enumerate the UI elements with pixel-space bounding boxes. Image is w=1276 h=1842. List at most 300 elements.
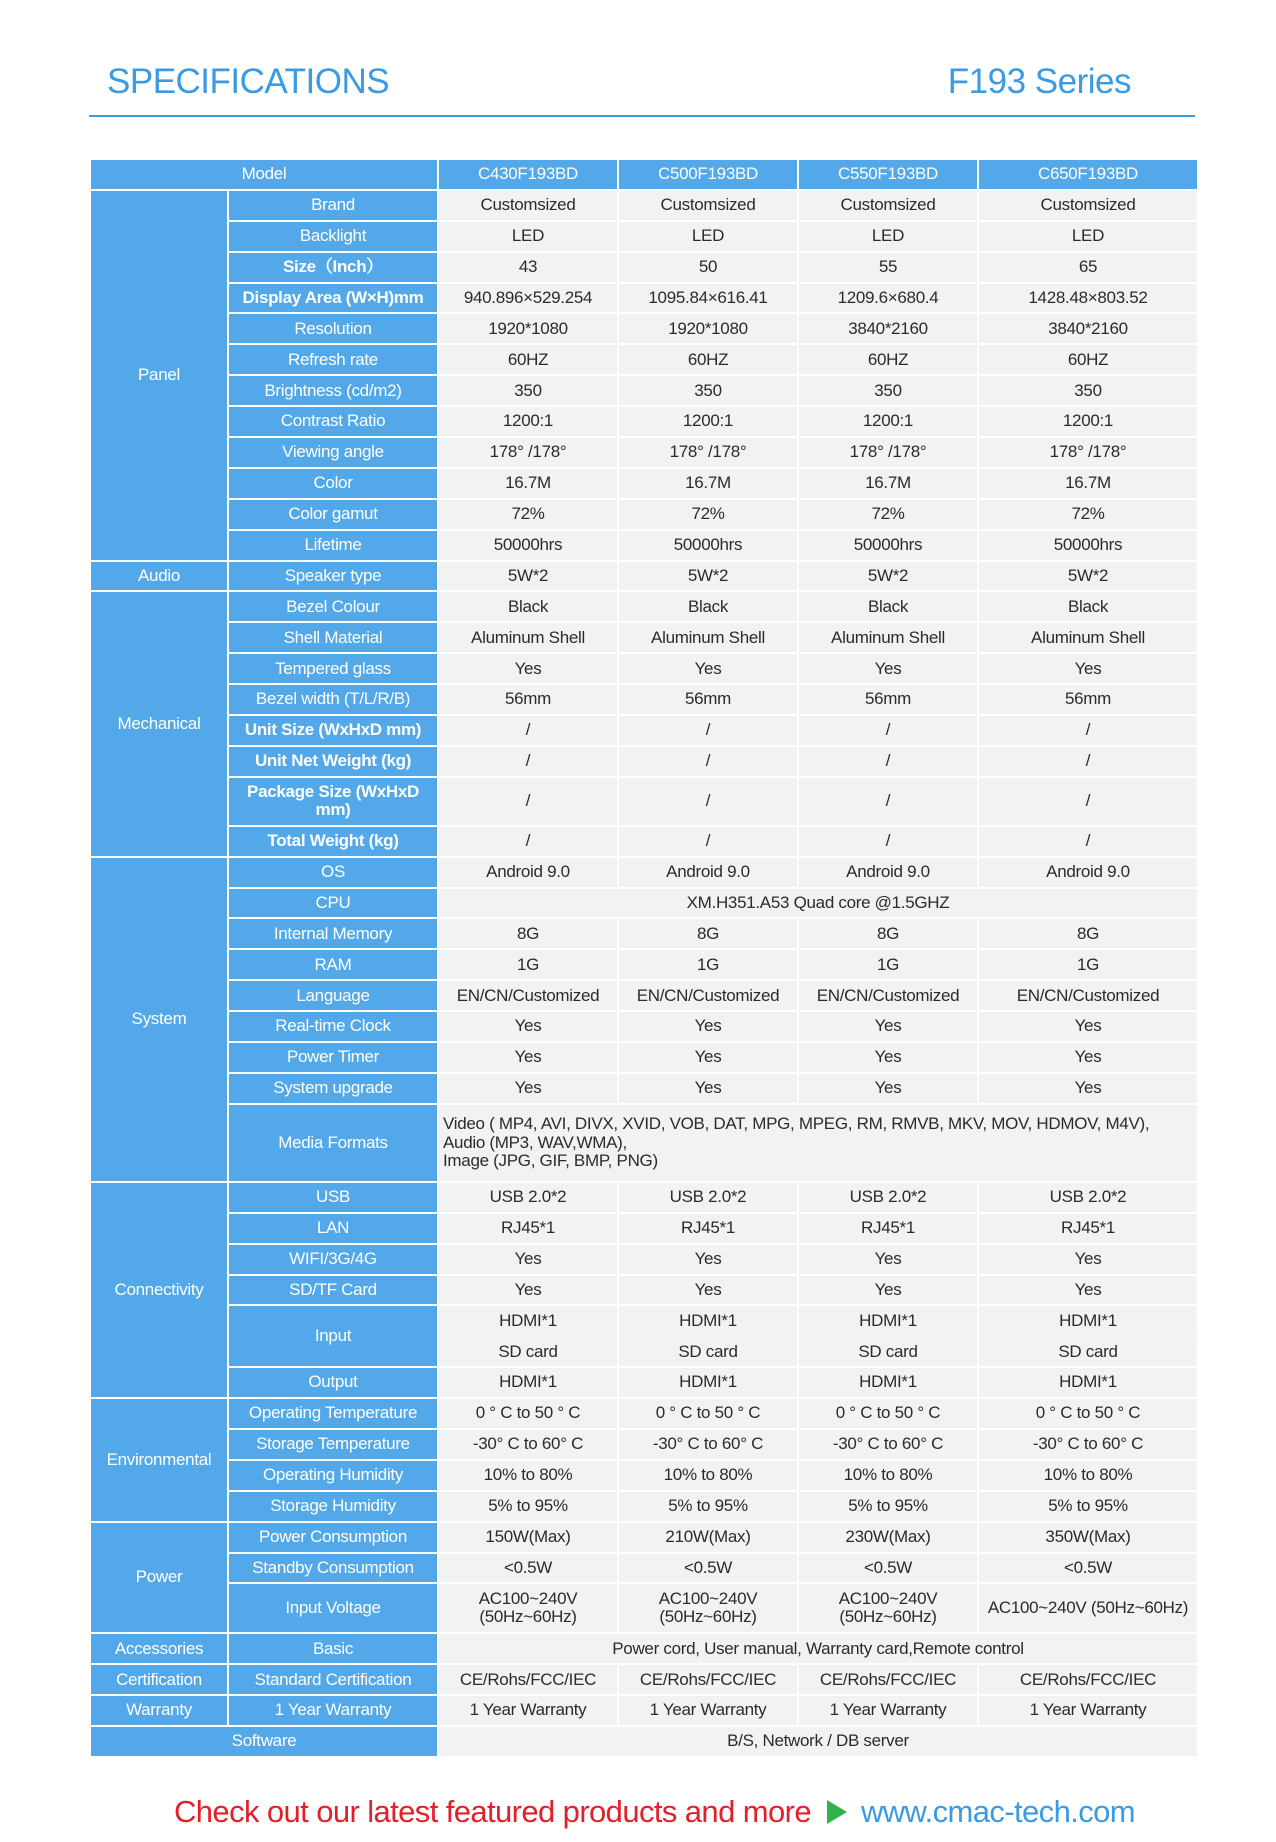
spec-value: 1920*1080 bbox=[618, 313, 798, 344]
spec-label: Power Consumption bbox=[228, 1522, 438, 1553]
spec-label: Unit Size (WxHxD mm) bbox=[228, 715, 438, 746]
spec-value: USB 2.0*2 bbox=[618, 1182, 798, 1213]
table-row bbox=[90, 1491, 1198, 1522]
spec-value: Black bbox=[618, 591, 798, 622]
spec-value: Yes bbox=[618, 1073, 798, 1104]
spec-value: / bbox=[978, 826, 1198, 857]
spec-label: Basic bbox=[228, 1633, 438, 1664]
spec-value: RJ45*1 bbox=[618, 1213, 798, 1244]
spec-value: HDMI*1 bbox=[618, 1305, 798, 1336]
spec-value: 5% to 95% bbox=[978, 1491, 1198, 1522]
table-row bbox=[90, 561, 1198, 592]
spec-value: 0 ° C to 50 ° C bbox=[438, 1398, 618, 1429]
table-row bbox=[90, 1275, 1198, 1306]
model-name-cell: C500F193BD bbox=[618, 159, 798, 190]
table-row bbox=[90, 499, 1198, 530]
spec-value: Yes bbox=[618, 1275, 798, 1306]
table-header-row bbox=[90, 159, 1198, 190]
spec-value: 56mm bbox=[438, 684, 618, 715]
spec-value: Yes bbox=[798, 1244, 978, 1275]
model-name-cell: C650F193BD bbox=[978, 159, 1198, 190]
spec-value: Yes bbox=[978, 1275, 1198, 1306]
spec-value: -30° C to 60° C bbox=[618, 1429, 798, 1460]
spec-value: Black bbox=[438, 591, 618, 622]
spec-value: HDMI*1 bbox=[438, 1367, 618, 1398]
spec-value: 178° /178° bbox=[798, 437, 978, 468]
series-name: F193 Series bbox=[947, 62, 1131, 101]
spec-label: Storage Temperature bbox=[228, 1429, 438, 1460]
spec-value: 1200:1 bbox=[618, 406, 798, 437]
spec-value: RJ45*1 bbox=[798, 1213, 978, 1244]
spec-value: 16.7M bbox=[618, 468, 798, 499]
spec-value: / bbox=[618, 746, 798, 777]
spec-value: Yes bbox=[978, 653, 1198, 684]
spec-value: SD card bbox=[978, 1336, 1198, 1367]
spec-value: / bbox=[978, 777, 1198, 826]
table-row bbox=[90, 918, 1198, 949]
spec-value: 50000hrs bbox=[438, 530, 618, 561]
spec-value: 3840*2160 bbox=[978, 313, 1198, 344]
spec-label: Language bbox=[228, 980, 438, 1011]
spec-value: 8G bbox=[798, 918, 978, 949]
spec-value: Yes bbox=[618, 1042, 798, 1073]
spec-value: 230W(Max) bbox=[798, 1522, 978, 1553]
spec-label: Viewing angle bbox=[228, 437, 438, 468]
spec-value: Yes bbox=[438, 1275, 618, 1306]
spec-label: Speaker type bbox=[228, 561, 438, 592]
spec-label: Storage Humidity bbox=[228, 1491, 438, 1522]
table-row bbox=[90, 344, 1198, 375]
spec-value: Yes bbox=[978, 1244, 1198, 1275]
spec-value: 178° /178° bbox=[978, 437, 1198, 468]
spec-value: EN/CN/Customized bbox=[978, 980, 1198, 1011]
spec-value: 5W*2 bbox=[618, 561, 798, 592]
spec-value: HDMI*1 bbox=[438, 1305, 618, 1336]
spec-label: CPU bbox=[228, 888, 438, 919]
category-cell: Certification bbox=[90, 1664, 228, 1695]
spec-value-merged: Power cord, User manual, Warranty card,Remote control bbox=[438, 1633, 1198, 1664]
spec-value: 350 bbox=[438, 375, 618, 406]
spec-label: Operating Temperature bbox=[228, 1398, 438, 1429]
spec-value: / bbox=[798, 746, 978, 777]
spec-label: SD/TF Card bbox=[228, 1275, 438, 1306]
page-title: SPECIFICATIONS bbox=[107, 62, 390, 101]
spec-label: WIFI/3G/4G bbox=[228, 1244, 438, 1275]
table-row bbox=[90, 1398, 1198, 1429]
category-cell: Panel bbox=[90, 190, 228, 561]
spec-value: 1G bbox=[798, 949, 978, 980]
spec-value: Yes bbox=[798, 1073, 978, 1104]
spec-value: 210W(Max) bbox=[618, 1522, 798, 1553]
spec-value: Yes bbox=[618, 1244, 798, 1275]
spec-value: 5% to 95% bbox=[798, 1491, 978, 1522]
category-cell: Connectivity bbox=[90, 1182, 228, 1398]
spec-value: 56mm bbox=[618, 684, 798, 715]
table-row bbox=[90, 190, 1198, 221]
spec-value: Yes bbox=[798, 1275, 978, 1306]
table-row bbox=[90, 530, 1198, 561]
spec-value: 16.7M bbox=[798, 468, 978, 499]
spec-label: Refresh rate bbox=[228, 344, 438, 375]
spec-value: 1G bbox=[978, 949, 1198, 980]
spec-value: Yes bbox=[618, 653, 798, 684]
spec-value: SD card bbox=[438, 1336, 618, 1367]
spec-value: CE/Rohs/FCC/IEC bbox=[438, 1664, 618, 1695]
table-row bbox=[90, 252, 1198, 283]
spec-value: Customsized bbox=[438, 190, 618, 221]
spec-label: USB bbox=[228, 1182, 438, 1213]
spec-value: / bbox=[438, 777, 618, 826]
category-cell: System bbox=[90, 857, 228, 1182]
spec-value: 1095.84×616.41 bbox=[618, 283, 798, 314]
table-row bbox=[90, 283, 1198, 314]
table-row bbox=[90, 684, 1198, 715]
table-row bbox=[90, 715, 1198, 746]
spec-label: Backlight bbox=[228, 221, 438, 252]
spec-value: 1 Year Warranty bbox=[618, 1695, 798, 1726]
spec-value: 1G bbox=[438, 949, 618, 980]
spec-value: 56mm bbox=[798, 684, 978, 715]
table-row bbox=[90, 746, 1198, 777]
table-row bbox=[90, 1367, 1198, 1398]
spec-value: EN/CN/Customized bbox=[798, 980, 978, 1011]
spec-value: LED bbox=[618, 221, 798, 252]
category-cell: Power bbox=[90, 1522, 228, 1634]
table-row bbox=[90, 1695, 1198, 1726]
media-formats-line: Video ( MP4, AVI, DIVX, XVID, VOB, DAT, MPG, MPEG, RM, RMVB, MKV, MOV, HDMOV, M4V), bbox=[443, 1114, 1150, 1134]
spec-value: 0 ° C to 50 ° C bbox=[618, 1398, 798, 1429]
website-link[interactable]: www.cmac-tech.com bbox=[860, 1794, 1135, 1829]
spec-label: Real-time Clock bbox=[228, 1011, 438, 1042]
spec-value: 1428.48×803.52 bbox=[978, 283, 1198, 314]
spec-value: / bbox=[438, 826, 618, 857]
spec-value: AC100~240V (50Hz~60Hz) bbox=[798, 1583, 978, 1633]
spec-value: HDMI*1 bbox=[618, 1367, 798, 1398]
spec-label: Standard Certification bbox=[228, 1664, 438, 1695]
spec-value: 60HZ bbox=[618, 344, 798, 375]
spec-value: 1 Year Warranty bbox=[438, 1695, 618, 1726]
spec-label: Package Size (WxHxD mm) bbox=[228, 777, 438, 826]
spec-label: Tempered glass bbox=[228, 653, 438, 684]
spec-label: Brightness (cd/m2) bbox=[228, 375, 438, 406]
table-row bbox=[90, 622, 1198, 653]
spec-value: / bbox=[798, 777, 978, 826]
spec-value: 8G bbox=[618, 918, 798, 949]
table-row bbox=[90, 1073, 1198, 1104]
spec-value: <0.5W bbox=[618, 1553, 798, 1584]
spec-value: CE/Rohs/FCC/IEC bbox=[978, 1664, 1198, 1695]
table-row bbox=[90, 1429, 1198, 1460]
spec-label: Shell Material bbox=[228, 622, 438, 653]
spec-label: Color bbox=[228, 468, 438, 499]
spec-value: / bbox=[798, 715, 978, 746]
model-label-cell: Model bbox=[90, 159, 438, 190]
spec-value: 8G bbox=[978, 918, 1198, 949]
spec-value: Aluminum Shell bbox=[978, 622, 1198, 653]
spec-value: 55 bbox=[798, 252, 978, 283]
spec-value: 1 Year Warranty bbox=[978, 1695, 1198, 1726]
spec-value: 5W*2 bbox=[798, 561, 978, 592]
table-row bbox=[90, 826, 1198, 857]
table-row bbox=[90, 1011, 1198, 1042]
spec-value: / bbox=[978, 746, 1198, 777]
media-formats-cell bbox=[438, 1104, 1198, 1182]
table-row bbox=[90, 777, 1198, 826]
spec-value: HDMI*1 bbox=[798, 1305, 978, 1336]
spec-value: 5% to 95% bbox=[438, 1491, 618, 1522]
table-row bbox=[90, 1244, 1198, 1275]
spec-value: <0.5W bbox=[978, 1553, 1198, 1584]
spec-value: HDMI*1 bbox=[978, 1305, 1198, 1336]
spec-value: Customsized bbox=[618, 190, 798, 221]
spec-value: RJ45*1 bbox=[978, 1213, 1198, 1244]
spec-value: 1200:1 bbox=[798, 406, 978, 437]
table-row bbox=[90, 313, 1198, 344]
spec-value: Customsized bbox=[798, 190, 978, 221]
spec-value: 50000hrs bbox=[618, 530, 798, 561]
table-row bbox=[90, 1553, 1198, 1584]
spec-value-merged: XM.H351.A53 Quad core @1.5GHZ bbox=[438, 888, 1198, 919]
spec-value: 0 ° C to 50 ° C bbox=[798, 1398, 978, 1429]
spec-value: / bbox=[438, 746, 618, 777]
model-name-cell: C550F193BD bbox=[798, 159, 978, 190]
spec-value: Yes bbox=[978, 1073, 1198, 1104]
table-row bbox=[90, 1522, 1198, 1553]
spec-value: Yes bbox=[978, 1011, 1198, 1042]
spec-value: LED bbox=[438, 221, 618, 252]
spec-value: 50 bbox=[618, 252, 798, 283]
spec-value: 72% bbox=[618, 499, 798, 530]
table-row bbox=[90, 1633, 1198, 1664]
spec-label: System upgrade bbox=[228, 1073, 438, 1104]
table-row bbox=[90, 888, 1198, 919]
table-row bbox=[90, 980, 1198, 1011]
spec-value: / bbox=[618, 826, 798, 857]
spec-value: EN/CN/Customized bbox=[438, 980, 618, 1011]
media-formats-line: Image (JPG, GIF, BMP, PNG) bbox=[443, 1151, 658, 1170]
software-label-cell: Software bbox=[90, 1726, 438, 1757]
spec-label: 1 Year Warranty bbox=[228, 1695, 438, 1726]
spec-label: Display Area (W×H)mm bbox=[228, 283, 438, 314]
spec-value: 72% bbox=[438, 499, 618, 530]
spec-value: Yes bbox=[438, 1011, 618, 1042]
spec-value: 150W(Max) bbox=[438, 1522, 618, 1553]
spec-value: 5W*2 bbox=[978, 561, 1198, 592]
spec-value: 60HZ bbox=[978, 344, 1198, 375]
spec-value: Aluminum Shell bbox=[438, 622, 618, 653]
spec-label: Size（Inch） bbox=[228, 252, 438, 283]
spec-value: 178° /178° bbox=[618, 437, 798, 468]
table-row bbox=[90, 221, 1198, 252]
table-row bbox=[90, 591, 1198, 622]
spec-label: Standby Consumption bbox=[228, 1553, 438, 1584]
spec-value: 1920*1080 bbox=[438, 313, 618, 344]
spec-label: Power Timer bbox=[228, 1042, 438, 1073]
spec-label: Operating Humidity bbox=[228, 1460, 438, 1491]
table-row bbox=[90, 1460, 1198, 1491]
header-divider bbox=[89, 115, 1195, 117]
spec-value: SD card bbox=[798, 1336, 978, 1367]
spec-value: HDMI*1 bbox=[978, 1367, 1198, 1398]
category-cell: Accessories bbox=[90, 1633, 228, 1664]
spec-value: Black bbox=[978, 591, 1198, 622]
spec-value: RJ45*1 bbox=[438, 1213, 618, 1244]
spec-value: 8G bbox=[438, 918, 618, 949]
spec-value: <0.5W bbox=[798, 1553, 978, 1584]
spec-value: 0 ° C to 50 ° C bbox=[978, 1398, 1198, 1429]
spec-value: Android 9.0 bbox=[618, 857, 798, 888]
table-row bbox=[90, 653, 1198, 684]
spec-value: 50000hrs bbox=[978, 530, 1198, 561]
spec-label: Total Weight (kg) bbox=[228, 826, 438, 857]
spec-value: Customsized bbox=[978, 190, 1198, 221]
spec-value: AC100~240V (50Hz~60Hz) bbox=[618, 1583, 798, 1633]
spec-value: CE/Rohs/FCC/IEC bbox=[618, 1664, 798, 1695]
spec-value: CE/Rohs/FCC/IEC bbox=[798, 1664, 978, 1695]
spec-label: RAM bbox=[228, 949, 438, 980]
spec-value: HDMI*1 bbox=[798, 1367, 978, 1398]
spec-value: LED bbox=[798, 221, 978, 252]
category-cell: Environmental bbox=[90, 1398, 228, 1522]
spec-value: 65 bbox=[978, 252, 1198, 283]
spec-value: 1200:1 bbox=[978, 406, 1198, 437]
spec-value: USB 2.0*2 bbox=[798, 1182, 978, 1213]
spec-value-merged: B/S, Network / DB server bbox=[438, 1726, 1198, 1757]
table-row bbox=[90, 375, 1198, 406]
spec-label: Resolution bbox=[228, 313, 438, 344]
spec-value: 3840*2160 bbox=[798, 313, 978, 344]
spec-value: 940.896×529.254 bbox=[438, 283, 618, 314]
spec-label: Unit Net Weight (kg) bbox=[228, 746, 438, 777]
spec-value: Yes bbox=[798, 1011, 978, 1042]
spec-value: / bbox=[978, 715, 1198, 746]
spec-value: 10% to 80% bbox=[978, 1460, 1198, 1491]
spec-value: / bbox=[618, 715, 798, 746]
spec-value: 350 bbox=[798, 375, 978, 406]
spec-value: 43 bbox=[438, 252, 618, 283]
spec-value: / bbox=[618, 777, 798, 826]
spec-label: LAN bbox=[228, 1213, 438, 1244]
spec-value: SD card bbox=[618, 1336, 798, 1367]
spec-value: / bbox=[438, 715, 618, 746]
spec-value: Yes bbox=[438, 1042, 618, 1073]
spec-value: <0.5W bbox=[438, 1553, 618, 1584]
spec-value: 56mm bbox=[978, 684, 1198, 715]
model-name-cell: C430F193BD bbox=[438, 159, 618, 190]
spec-value: Yes bbox=[438, 1073, 618, 1104]
media-formats-line: Audio (MP3, WAV,WMA), bbox=[443, 1132, 627, 1152]
spec-value: EN/CN/Customized bbox=[618, 980, 798, 1011]
spec-value: Yes bbox=[438, 653, 618, 684]
spec-label: Internal Memory bbox=[228, 918, 438, 949]
spec-value: / bbox=[798, 826, 978, 857]
spec-value: Aluminum Shell bbox=[618, 622, 798, 653]
spec-value: Yes bbox=[798, 1042, 978, 1073]
table-row bbox=[90, 1042, 1198, 1073]
spec-label: OS bbox=[228, 857, 438, 888]
spec-label: Output bbox=[228, 1367, 438, 1398]
spec-value: Yes bbox=[438, 1244, 618, 1275]
spec-value: 72% bbox=[798, 499, 978, 530]
spec-label: Input bbox=[228, 1305, 438, 1367]
spec-label: Bezel Colour bbox=[228, 591, 438, 622]
spec-value: 5% to 95% bbox=[618, 1491, 798, 1522]
spec-value: 1209.6×680.4 bbox=[798, 283, 978, 314]
spec-label: Lifetime bbox=[228, 530, 438, 561]
table-row bbox=[90, 1664, 1198, 1695]
spec-value: USB 2.0*2 bbox=[978, 1182, 1198, 1213]
spec-value: AC100~240V (50Hz~60Hz) bbox=[438, 1583, 618, 1633]
footer-banner bbox=[174, 1794, 1134, 1838]
spec-label: Media Formats bbox=[228, 1104, 438, 1182]
footer-text: Check out our latest featured products and more bbox=[174, 1794, 811, 1829]
spec-value: Yes bbox=[618, 1011, 798, 1042]
table-row bbox=[90, 1305, 1198, 1336]
spec-value: Yes bbox=[798, 653, 978, 684]
spec-value: 10% to 80% bbox=[618, 1460, 798, 1491]
spec-value: -30° C to 60° C bbox=[798, 1429, 978, 1460]
table-row bbox=[90, 949, 1198, 980]
spec-value: 1200:1 bbox=[438, 406, 618, 437]
spec-label: Color gamut bbox=[228, 499, 438, 530]
table-row bbox=[90, 1583, 1198, 1633]
spec-value: USB 2.0*2 bbox=[438, 1182, 618, 1213]
spec-value: Android 9.0 bbox=[438, 857, 618, 888]
category-cell: Audio bbox=[90, 561, 228, 592]
spec-label: Bezel width (T/L/R/B) bbox=[228, 684, 438, 715]
spec-value: 60HZ bbox=[798, 344, 978, 375]
spec-value: 5W*2 bbox=[438, 561, 618, 592]
spec-value: 1G bbox=[618, 949, 798, 980]
spec-value: LED bbox=[978, 221, 1198, 252]
spec-value: 16.7M bbox=[978, 468, 1198, 499]
table-row bbox=[90, 406, 1198, 437]
spec-value: Yes bbox=[978, 1042, 1198, 1073]
spec-value: 1 Year Warranty bbox=[798, 1695, 978, 1726]
spec-label: Contrast Ratio bbox=[228, 406, 438, 437]
spec-table bbox=[89, 158, 1199, 1758]
table-row bbox=[90, 1726, 1198, 1757]
spec-value: 350 bbox=[618, 375, 798, 406]
table-row bbox=[90, 1213, 1198, 1244]
table-row bbox=[90, 1104, 1198, 1182]
spec-value: Android 9.0 bbox=[798, 857, 978, 888]
spec-value: -30° C to 60° C bbox=[438, 1429, 618, 1460]
table-row bbox=[90, 468, 1198, 499]
page-header bbox=[89, 60, 1195, 116]
spec-label: Brand bbox=[228, 190, 438, 221]
spec-value: -30° C to 60° C bbox=[978, 1429, 1198, 1460]
table-row bbox=[90, 857, 1198, 888]
spec-value: Android 9.0 bbox=[978, 857, 1198, 888]
spec-value: 72% bbox=[978, 499, 1198, 530]
category-cell: Warranty bbox=[90, 1695, 228, 1726]
table-row bbox=[90, 1182, 1198, 1213]
spec-value: AC100~240V (50Hz~60Hz) bbox=[978, 1583, 1198, 1633]
category-cell: Mechanical bbox=[90, 591, 228, 856]
spec-value: 50000hrs bbox=[798, 530, 978, 561]
spec-value: 16.7M bbox=[438, 468, 618, 499]
table-row bbox=[90, 437, 1198, 468]
spec-value: 60HZ bbox=[438, 344, 618, 375]
spec-value: 178° /178° bbox=[438, 437, 618, 468]
spec-value: 350 bbox=[978, 375, 1198, 406]
play-arrow-icon bbox=[827, 1800, 847, 1824]
spec-value: Aluminum Shell bbox=[798, 622, 978, 653]
spec-value: 10% to 80% bbox=[438, 1460, 618, 1491]
spec-label: Input Voltage bbox=[228, 1583, 438, 1633]
spec-value: 350W(Max) bbox=[978, 1522, 1198, 1553]
